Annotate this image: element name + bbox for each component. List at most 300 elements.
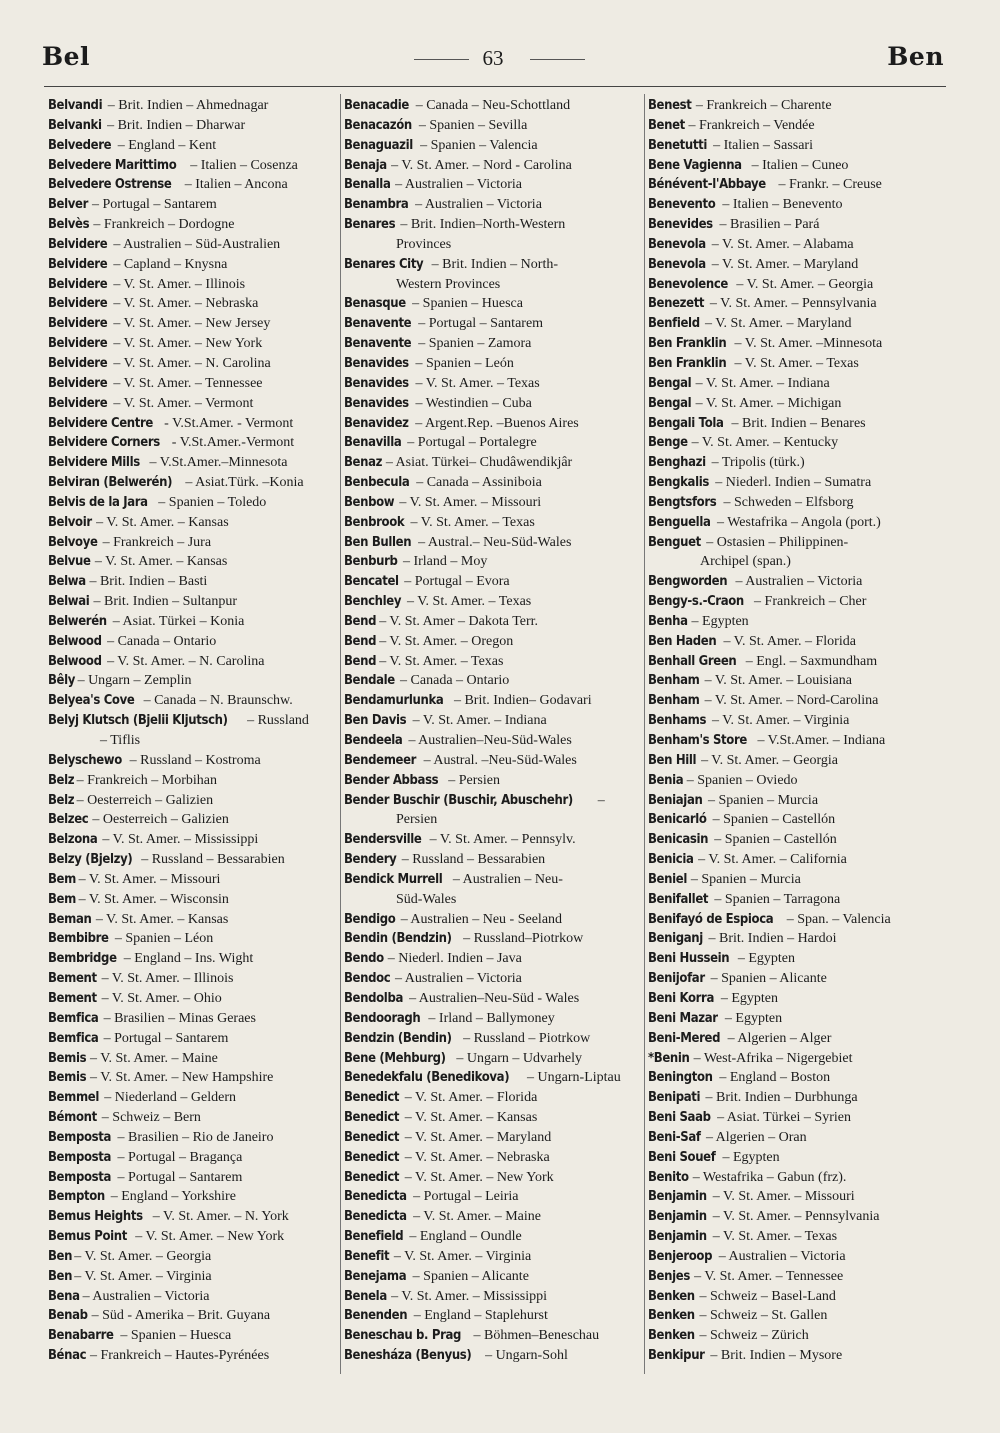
entry-name: Bendery: [344, 852, 397, 868]
entry-name: Benest: [648, 98, 692, 113]
entry-location: - V.St.Amer. - Vermont: [160, 415, 294, 431]
entry-location: – Frankreich – Hautes-Pyrénées: [86, 1348, 270, 1364]
entry-name: Belvidere: [48, 296, 108, 312]
gazetteer-entry: [344, 513, 642, 533]
entry-location: – Capland – Knysna: [109, 256, 228, 272]
entry-name: Beman: [48, 911, 92, 927]
gazetteer-entry: [344, 1207, 642, 1227]
gazetteer-entry: [344, 294, 642, 314]
gazetteer-entry: [344, 1267, 642, 1287]
entry-name: Belvoye: [48, 534, 98, 550]
entry-location: – Portugal – Evora: [400, 574, 510, 590]
gazetteer-entry: [648, 1227, 946, 1247]
entry-location: – Span. – Valencia: [783, 911, 891, 927]
gazetteer-entry: [648, 949, 946, 969]
gazetteer-entry: [648, 414, 946, 434]
gazetteer-entry: [344, 691, 642, 711]
entry-location: – Spanien – Alicante: [409, 1268, 529, 1284]
entry-location: – Canada – Ontario: [396, 673, 510, 689]
entry-location: – V. St. Amer. – N. Carolina: [103, 653, 265, 669]
entry-location: – England – Yorkshire: [107, 1189, 236, 1205]
entry-location: – Asiat. Türkei – Syrien: [713, 1110, 851, 1126]
entry-location: – Italien – Ancona: [181, 177, 288, 193]
entry-name: Benedicta: [344, 1189, 407, 1205]
gazetteer-entry: [48, 910, 338, 930]
entry-name: Belvidere: [48, 336, 108, 352]
entry-location: – Brit. Indien – Durbhunga: [702, 1090, 858, 1106]
entry-location: – V. St. Amer. – Missouri: [75, 871, 221, 887]
gazetteer-entry: [48, 96, 338, 116]
gazetteer-entry: [648, 1168, 946, 1188]
gazetteer-entry: [344, 175, 642, 195]
entry-name: Benevola: [648, 236, 706, 252]
entry-name: Bend: [344, 613, 377, 629]
entry-location: – Brit. Indien – Benares: [728, 415, 866, 431]
gazetteer-entry: [48, 314, 338, 334]
entry-location: – Spanien – Castellón: [709, 812, 836, 828]
entry-location: – Engl. – Saxmundham: [742, 653, 878, 669]
gazetteer-entry: [648, 632, 946, 652]
entry-name: Bendzin (Bendin): [344, 1030, 452, 1046]
entry-name: Belvis de la Jara: [48, 494, 148, 510]
header-rule: [44, 86, 946, 87]
entry-name: Bemus Point: [48, 1229, 128, 1245]
gazetteer-entry: [48, 414, 338, 434]
gazetteer-entry: [648, 96, 946, 116]
gazetteer-entry: [344, 1068, 642, 1088]
gazetteer-entry: [648, 870, 946, 890]
entry-location: – V. St. Amer – Dakota Terr.: [375, 613, 539, 629]
entry-location: – V. St. Amer. – Maryland: [701, 316, 852, 332]
entry-name: Bemis: [48, 1050, 87, 1066]
entry-location: – V.St.Amer.–Minnesota: [146, 455, 288, 471]
gazetteer-entry: [48, 215, 338, 235]
entry-location: – Australien – Victoria: [715, 1248, 846, 1264]
entry-location: – V. St. Amer. – Kansas: [92, 911, 229, 927]
gazetteer-entry: [648, 433, 946, 453]
gazetteer-entry: [648, 1049, 946, 1069]
entry-name: Belvidere: [48, 395, 108, 411]
entry-name: Benavidez: [344, 415, 409, 431]
entry-name: Bengtsfors: [648, 494, 717, 510]
entry-location: – Schweiz – Zürich: [695, 1328, 809, 1344]
gazetteer-entry: [48, 1187, 338, 1207]
entry-name: Bena: [48, 1288, 80, 1304]
gazetteer-entry: [648, 473, 946, 493]
gazetteer-entry: [648, 1009, 946, 1029]
entry-name: Benevolence: [648, 276, 728, 292]
entry-continuation: Archipel (span.): [700, 554, 791, 570]
gazetteer-entry: [648, 354, 946, 374]
entry-location: – Brit. Indien–North-Western: [396, 217, 566, 233]
gazetteer-entry: [344, 830, 642, 850]
entry-name: Benavides: [344, 355, 409, 371]
entry-name: Bengy-s.-Craon: [648, 594, 744, 610]
entry-name: Benedict: [344, 1090, 400, 1106]
entry-continuation: – Tiflis: [100, 733, 141, 748]
entry-name: Benedict: [344, 1110, 400, 1126]
entry-name: Bemfica: [48, 1030, 99, 1046]
gazetteer-entry: [48, 533, 338, 553]
entry-location: – Austral.– Neu-Süd-Wales: [414, 534, 572, 550]
gazetteer-entry: [48, 195, 338, 215]
entry-location: – Russland – Kostroma: [126, 752, 261, 768]
entry-name: Bendeela: [344, 733, 403, 748]
entry-location: – Brit. Indien – Sultanpur: [90, 594, 238, 610]
entry-name: Benejama: [344, 1268, 407, 1284]
entry-location: – Frankr. – Creuse: [774, 177, 882, 193]
entry-name: Bemfica: [48, 1010, 99, 1026]
entry-location: – Spanien – Huesca: [408, 296, 523, 312]
entry-location: – Algerien – Alger: [724, 1030, 832, 1046]
gazetteer-entry: [648, 691, 946, 711]
gazetteer-entry: [48, 572, 338, 592]
gazetteer-entry: [344, 453, 642, 473]
entry-location: – Brasilien – Minas Geraes: [100, 1010, 256, 1026]
gazetteer-entry: [48, 810, 338, 830]
entry-location: – V. St. Amer. – Virginia: [390, 1248, 532, 1264]
gazetteer-entry: [648, 969, 946, 989]
entry-name: Benefield: [344, 1229, 404, 1245]
gazetteer-entry: [48, 1108, 338, 1128]
gazetteer-entry: [48, 1227, 338, 1247]
entry-location: – V. St. Amer. – Texas: [411, 375, 540, 391]
entry-name: *Benin: [648, 1050, 690, 1066]
entry-name: Belvidere: [48, 256, 108, 272]
entry-name: Bemmel: [48, 1090, 100, 1106]
gazetteer-entry: [344, 374, 642, 394]
gazetteer-entry: [344, 711, 642, 731]
gazetteer-entry: [48, 235, 338, 255]
entry-location: – Algerien – Oran: [702, 1129, 807, 1145]
entry-name: Benedict: [344, 1149, 400, 1165]
entry-name: Bêly: [48, 673, 76, 689]
gazetteer-entry: [48, 156, 338, 176]
entry-name: Belwood: [48, 633, 102, 649]
gazetteer-entry: [344, 215, 642, 255]
entry-name: Bement: [48, 990, 97, 1006]
entry-location: – Ungarn – Zemplin: [74, 673, 192, 689]
gazetteer-entry: [48, 949, 338, 969]
gazetteer-entry: [344, 195, 642, 215]
entry-name: Belvidere: [48, 276, 108, 292]
gazetteer-entry: [48, 1306, 338, 1326]
entry-location: – V. St. Amer. – Texas: [375, 653, 504, 669]
entry-column-1: [48, 96, 338, 1366]
entry-location: – V. St. Amer. – Mississippi: [98, 832, 259, 848]
gazetteer-entry: [648, 572, 946, 592]
entry-name: Benbrook: [344, 514, 405, 530]
gazetteer-entry: [344, 255, 642, 295]
entry-location: – Schweiz – Bern: [98, 1110, 201, 1126]
entry-location: – V. St. Amer. – Kansas: [92, 514, 229, 530]
entry-name: Beni Saab: [648, 1110, 711, 1126]
gazetteer-entry: [344, 116, 642, 136]
entry-location: – Australien – Victoria: [391, 971, 522, 987]
entry-name: Bémont: [48, 1110, 97, 1126]
entry-name: Benavides: [344, 375, 409, 391]
entry-location: – V. St. Amer. – New York: [109, 336, 263, 352]
entry-location: – V. St. Amer. – Pennsylvania: [709, 1209, 880, 1225]
entry-column-3: [648, 96, 946, 1366]
entry-location: – V. St. Amer. – Nord - Carolina: [387, 157, 572, 173]
gazetteer-entry: [648, 1346, 946, 1366]
entry-name: Ben Hill: [648, 752, 697, 768]
gazetteer-entry: [344, 334, 642, 354]
gazetteer-entry: [648, 612, 946, 632]
entry-name: Bendemeer: [344, 752, 417, 768]
entry-name: Benasque: [344, 296, 406, 312]
entry-name: Benabarre: [48, 1328, 114, 1344]
gazetteer-entry: [48, 830, 338, 850]
entry-name: Belzona: [48, 832, 98, 848]
entry-name: Bembridge: [48, 951, 117, 967]
gazetteer-entry: [344, 96, 642, 116]
gazetteer-entry: [648, 1068, 946, 1088]
entry-location: – V. St. Amer. – Nord-Carolina: [701, 693, 879, 709]
entry-location: – Asiat. Türkei– Chudâwendikjâr: [382, 455, 573, 471]
entry-location: – Canada – Ontario: [103, 633, 217, 649]
gazetteer-entry: [648, 830, 946, 850]
gazetteer-entry: [344, 592, 642, 612]
entry-name: Beni Hussein: [648, 951, 730, 967]
gazetteer-entry: [48, 453, 338, 473]
entry-name: Benedict: [344, 1169, 400, 1185]
gazetteer-entry: [48, 1346, 338, 1366]
gazetteer-entry: [648, 275, 946, 295]
entry-continuation: Western Provinces: [396, 276, 501, 292]
entry-name: Bengkalis: [648, 475, 709, 491]
gazetteer-entry: [648, 592, 946, 612]
entry-location: – V. St. Amer. – New Jersey: [109, 316, 271, 332]
header-divider-right: [530, 59, 585, 60]
entry-location: – V. St. Amer. – N. York: [149, 1209, 289, 1225]
gazetteer-entry: [648, 989, 946, 1009]
entry-location: – Argent.Rep. –Buenos Aires: [411, 415, 579, 431]
entry-name: Benha: [648, 613, 688, 629]
entry-name: Bend: [344, 653, 377, 669]
entry-location: – Egypten: [734, 951, 795, 967]
gazetteer-entry: [48, 116, 338, 136]
entry-location: – V. St. Amer. –Minnesota: [731, 336, 883, 352]
gazetteer-entry: [344, 632, 642, 652]
gazetteer-entry: [48, 771, 338, 791]
entry-name: Benavente: [344, 336, 412, 352]
entry-name: Benefit: [344, 1248, 390, 1264]
gazetteer-entry: [344, 751, 642, 771]
entry-name: Benburb: [344, 554, 398, 570]
entry-location: – Frankreich – Vendée: [685, 117, 815, 133]
gazetteer-entry: [344, 791, 642, 831]
entry-name: Bengal: [648, 395, 692, 411]
entry-name: Bem: [48, 871, 76, 887]
entry-location: – V. St. Amer. – Texas: [403, 594, 532, 610]
entry-name: Belwa: [48, 574, 86, 590]
entry-location: – Ostasien – Philippinen-: [702, 534, 849, 550]
entry-name: Belvidere Mills: [48, 455, 140, 471]
gazetteer-entry: [648, 810, 946, 830]
entry-name: Bencatel: [344, 574, 399, 590]
entry-name: Benito: [648, 1169, 689, 1185]
entry-name: Benguet: [648, 534, 701, 550]
gazetteer-entry: [648, 334, 946, 354]
entry-location: – V. St. Amer. – Maryland: [708, 256, 859, 272]
gazetteer-entry: [48, 1049, 338, 1069]
entry-name: Ben Franklin: [648, 336, 727, 352]
entry-name: Benken: [648, 1308, 695, 1324]
entry-name: Benezett: [648, 296, 705, 312]
gazetteer-entry: [344, 949, 642, 969]
gazetteer-entry: [48, 850, 338, 870]
entry-location: – V. St. Amer. – Kansas: [401, 1110, 538, 1126]
entry-location: – V. St. Amer. – Tennessee: [109, 375, 263, 391]
entry-location: – Egypten: [718, 1149, 780, 1165]
entry-location: – Australien – Süd-Australien: [109, 236, 281, 252]
entry-location: – Tripolis (türk.): [708, 455, 805, 471]
entry-location: – Spanien – Tarragona: [710, 891, 841, 907]
entry-name: Belyea's Cove: [48, 693, 135, 709]
gazetteer-entry: [48, 1009, 338, 1029]
entry-location: – Frankreich – Morbihan: [73, 772, 218, 788]
gazetteer-entry: [48, 433, 338, 453]
entry-name: Benijofar: [648, 971, 705, 987]
gazetteer-entry: [648, 116, 946, 136]
entry-location: – V. St. Amer. – Pennsylv.: [426, 832, 576, 848]
entry-name: Benevento: [648, 197, 716, 213]
gazetteer-entry: [648, 890, 946, 910]
entry-location: – Spanien – Murcia: [704, 792, 819, 808]
gazetteer-entry: [48, 1168, 338, 1188]
gazetteer-entry: [648, 314, 946, 334]
entry-name: Belvidere Centre: [48, 415, 153, 431]
gazetteer-entry: [648, 235, 946, 255]
entry-name: Belz: [48, 792, 75, 808]
entry-location: – V. St. Amer. – Michigan: [692, 395, 842, 411]
gazetteer-entry: [48, 1326, 338, 1346]
entry-location: – Russland–Piotrkow: [459, 931, 584, 947]
entry-location: – Spanien – Léon: [111, 931, 214, 947]
gazetteer-entry: [344, 394, 642, 414]
entry-name: Benaja: [344, 157, 387, 173]
entry-name: Bénévent-l'Abbaye: [648, 177, 766, 193]
entry-name: Benab: [48, 1308, 88, 1324]
entry-name: Bend: [344, 633, 377, 649]
gazetteer-entry: [48, 334, 338, 354]
entry-location: – Spanien – Zamora: [414, 336, 532, 352]
entry-location: – Australien – Victoria: [732, 574, 863, 590]
gazetteer-entry: [344, 771, 642, 791]
entry-name: Benghazi: [648, 455, 706, 471]
entry-location: – Egypten: [688, 613, 749, 629]
entry-name: Belzy (Bjelzy): [48, 852, 133, 868]
gazetteer-entry: [648, 652, 946, 672]
entry-name: Beniajan: [648, 792, 703, 808]
entry-location: – V.St.Amer. – Indiana: [753, 733, 886, 748]
entry-name: Belvue: [48, 554, 91, 570]
entry-name: Benicarló: [648, 812, 707, 828]
entry-name: Bement: [48, 971, 97, 987]
gazetteer-entry: [48, 493, 338, 513]
entry-name: Belwai: [48, 594, 90, 610]
entry-name: Bene (Mehburg): [344, 1050, 446, 1066]
entry-name: Belvidere: [48, 355, 108, 371]
entry-location: – Ungarn – Udvarhely: [452, 1050, 582, 1066]
entry-name: Benken: [648, 1328, 695, 1344]
entry-name: Bengali Tola: [648, 415, 724, 431]
gazetteer-entry: [48, 1029, 338, 1049]
entry-location: – V. St. Amer. – Virginia: [708, 713, 850, 729]
entry-name: Benaguazil: [344, 137, 413, 153]
entry-location: – V. St. Amer. – California: [694, 852, 847, 868]
gazetteer-entry: [48, 890, 338, 910]
entry-location: – Brit. Indien– Godavari: [450, 693, 592, 709]
entry-location: – Frankreich – Dordogne: [89, 217, 235, 233]
entry-location: – Niederl. Indien – Sumatra: [711, 475, 872, 491]
gazetteer-entry: [648, 195, 946, 215]
entry-name: Bender Buschir (Buschir, Abuschehr): [344, 792, 573, 808]
entry-name: Benesháza (Benyus): [344, 1348, 472, 1364]
entry-name: Benjamin: [648, 1189, 707, 1205]
entry-name: Bendigo: [344, 911, 396, 927]
gazetteer-entry: [48, 929, 338, 949]
entry-location: – V. St. Amer. – Maryland: [401, 1129, 552, 1145]
gazetteer-entry: [344, 1168, 642, 1188]
entry-location: – V. St. Amer. – New Hampshire: [86, 1070, 274, 1086]
entry-name: Beniel: [648, 871, 687, 887]
entry-location: – Italien – Benevento: [718, 197, 843, 213]
gazetteer-entry: [648, 294, 946, 314]
entry-name: Benipati: [648, 1090, 701, 1106]
entry-name: Benet: [648, 117, 685, 133]
entry-name: Bénac: [48, 1348, 87, 1364]
entry-name: Benifayó de Espioca: [648, 911, 774, 927]
entry-name: Benington: [648, 1070, 713, 1086]
gazetteer-entry: [48, 1128, 338, 1148]
gazetteer-entry: [48, 136, 338, 156]
entry-location: – V. St. Amer. – Indiana: [409, 713, 547, 729]
gazetteer-entry: [48, 1088, 338, 1108]
entry-location: – Asiat. Türkei – Konia: [109, 613, 245, 629]
entry-location: – Austral. –Neu-Süd-Wales: [420, 752, 577, 768]
entry-location: – Böhmen–Beneschau: [470, 1328, 600, 1344]
gazetteer-entry: [344, 136, 642, 156]
entry-location: – Spanien – León: [411, 355, 514, 371]
gazetteer-entry: [648, 1207, 946, 1227]
entry-name: Ben Haden: [648, 633, 717, 649]
entry-name: Bendamurlunka: [344, 693, 444, 709]
entry-name: Benavente: [344, 316, 412, 332]
gazetteer-entry: [648, 136, 946, 156]
entry-location: – V. St. Amer. – Nebraska: [401, 1149, 550, 1165]
gazetteer-entry: [344, 1009, 642, 1029]
entry-location: – V. St. Amer. – Missouri: [395, 494, 542, 510]
gazetteer-entry: [48, 1207, 338, 1227]
entry-location: – Brit. Indien – Basti: [85, 574, 208, 590]
gazetteer-entry: [344, 850, 642, 870]
gazetteer-entry: [48, 711, 338, 751]
entry-name: Belvidere: [48, 316, 108, 332]
entry-location: – Irland – Ballymoney: [424, 1010, 555, 1026]
entry-location: – V. St. Amer. – Kentucky: [688, 435, 839, 451]
gazetteer-entry: [48, 671, 338, 691]
entry-location: – Schweden – Elfsborg: [719, 494, 854, 510]
gazetteer-entry: [48, 989, 338, 1009]
gazetteer-entry: [344, 910, 642, 930]
entry-name: Beni Korra: [648, 990, 715, 1006]
entry-name: Belzec: [48, 812, 89, 828]
gazetteer-entry: [648, 929, 946, 949]
gazetteer-entry: [648, 1306, 946, 1326]
